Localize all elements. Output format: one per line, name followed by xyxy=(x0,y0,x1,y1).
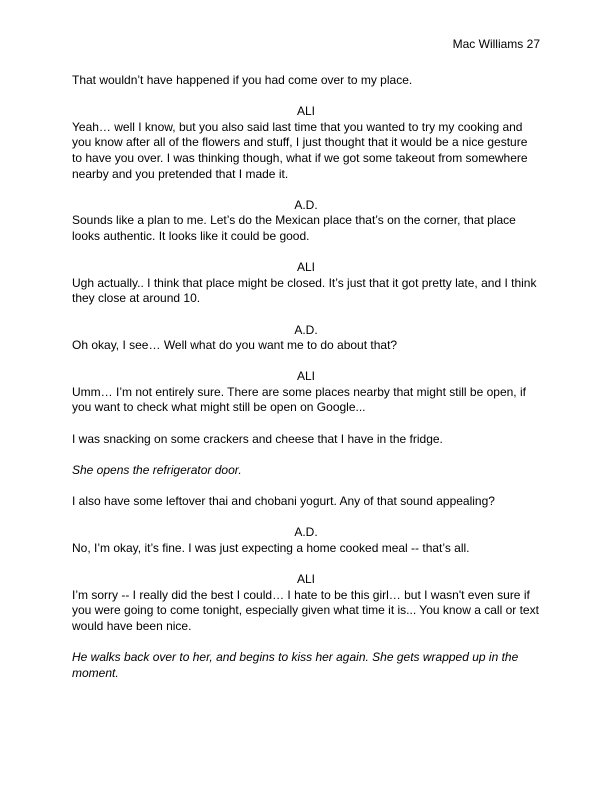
character-name: ALI xyxy=(296,369,315,384)
stage-direction: She opens the refrigerator door. xyxy=(72,462,242,477)
dialogue-line: Umm… I’m not entirely sure. There are some places nearby that might still be open, if you want to check what might still be open on Google... xyxy=(72,384,526,415)
page-header: Mac Williams 27 xyxy=(452,37,540,51)
dialogue-line: That wouldn’t have happened if you had come over to my place. xyxy=(72,73,413,87)
dialogue-line: Yeah… well I know, but you also said last time that you wanted to try my cooking and you know after all of the flowers and stuff, I just thought that it would be a nice gesture to have you over. I was thinking though, what if we got some takeout from somewhere nearby and you pretended that I made it. xyxy=(72,119,528,181)
character-name: A.D. xyxy=(294,197,318,212)
script-body xyxy=(72,73,540,697)
character-name: ALI xyxy=(296,260,315,275)
dialogue-line: Sounds like a plan to me. Let’s do the Mexican place that’s on the corner, that place looks authentic. It looks like it could be good. xyxy=(72,213,516,243)
character-name: ALI xyxy=(296,572,315,586)
dialogue-line: I’m sorry -- I really did the best I could… I hate to be this girl… but I wasn't even sure if you were going to come tonight, especially given what time it is... You know a call or text would have been nice. xyxy=(72,587,539,633)
character-name: A.D. xyxy=(294,525,318,540)
dialogue-line: I also have some leftover thai and chobani yogurt. Any of that sound appealing? xyxy=(72,494,495,509)
dialogue-line: Ugh actually.. I think that place might be closed. It’s just that it got pretty late, and I think they close at around 10. xyxy=(72,275,537,306)
character-name: ALI xyxy=(296,104,315,119)
dialogue-line: No, I’m okay, it’s fine. I was just expecting a home cooked meal -- that’s all. xyxy=(72,540,470,555)
dialogue-line: I was snacking on some crackers and cheese that I have in the fridge. xyxy=(72,431,443,446)
stage-direction: He walks back over to her, and begins to kiss her again. She gets wrapped up in the moment. xyxy=(72,649,519,680)
dialogue-line: Oh okay, I see… Well what do you want me to do about that? xyxy=(72,338,398,353)
character-name: A.D. xyxy=(294,322,318,337)
